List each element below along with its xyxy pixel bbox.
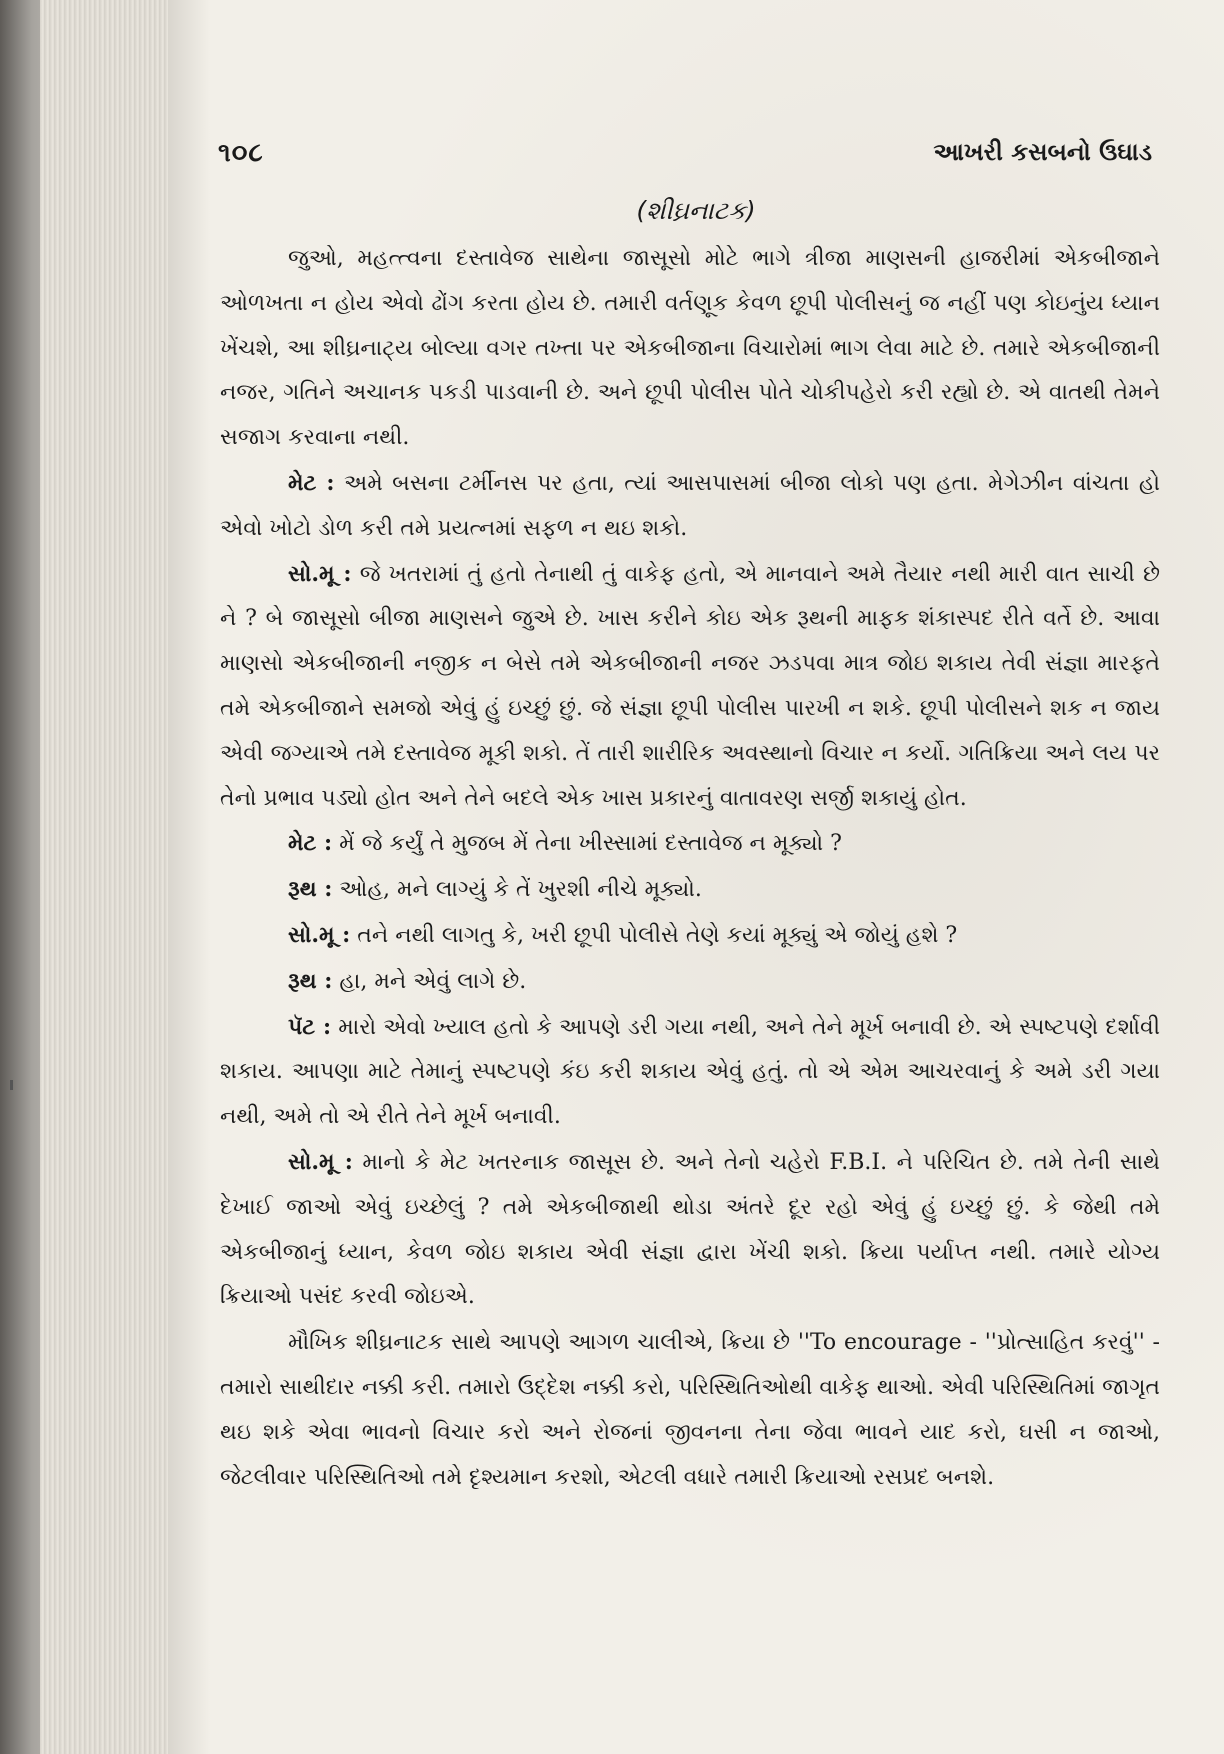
paragraph-text: મેં જે કર્યું તે મુજબ મેં તેના ખીસ્સામાં દસ્તાવેજ ન મૂક્યો ?	[339, 831, 842, 857]
speaker-label: સો.મૂ :	[288, 1148, 353, 1175]
paragraph-text: માનો કે મેટ ખતરનાક જાસૂસ છે. અને તેનો ચહેરો F.B.I. ને પરિચિત છે. તમે તેની સાથે દેખાઈ જાઓ એવું ઇચ્છેલું ? તમે એકબીજાથી થોડા અંતરે દૂર રહો એવું હું ઇચ્છું છું. કે જેથી તમે એકબીજાનું ધ્યાન, કેવળ જોઇ શકાય એવી સંજ્ઞા દ્વારા ખેંચી શકો. ક્રિયા પર્યાપ્ત નથી. તમારે યોગ્ય ક્રિયાઓ પસંદ કરવી જોઇએ.	[220, 1149, 1161, 1310]
paragraph	[220, 821, 1160, 867]
paragraph	[220, 552, 1160, 822]
speaker-label: મેટ :	[288, 469, 335, 496]
paragraph	[220, 913, 1160, 959]
page-number: ૧૦૮	[218, 138, 264, 168]
paragraph	[220, 461, 1160, 552]
speaker-label: પૅટ :	[288, 1013, 332, 1040]
paragraph	[220, 1005, 1160, 1140]
paragraph-text: જે ખતરામાં તું હતો તેનાથી તું વાકેફ હતો, એ માનવાને અમે તૈયાર નથી મારી વાત સાચી છે ને ? બે જાસૂસો બીજા માણસને જુએ છે. ખાસ કરીને કોઇ એક રૂથની માફક શંકાસ્પદ રીતે વર્તે છે. આવા માણસો એકબીજાની નજીક ન બેસે તમે એકબીજાની નજર ઝડપવા માત્ર જોઇ શકાય તેવી સંજ્ઞા મારફતે તમે એકબીજાને સમજો એવું હું ઇચ્છું છું. જે સંજ્ઞા છૂપી પોલીસ પારખી ન શકે. છૂપી પોલીસને શક ન જાય એવી જગ્યાએ તમે દસ્તાવેજ મૂકી શકો. તેં તારી શારીરિક અવસ્થાનો વિચાર ન કર્યો. ગતિક્રિયા અને લય પર તેનો પ્રભાવ પડ્યો હોત અને તેને બદલે એક ખાસ પ્રકારનું વાતાવરણ સર્જી શકાયું હોત.	[220, 561, 1161, 811]
running-title: આખરી કસબનો ઉઘાડ	[933, 138, 1152, 166]
speaker-label: રૂથ :	[288, 876, 333, 903]
speaker-label: સો.મૂ :	[288, 560, 352, 587]
paragraph	[220, 959, 1160, 1005]
speaker-label: રૂથ :	[288, 967, 333, 994]
paragraph-text: મૌખિક શીઘ્રનાટક સાથે આપણે આગળ ચાલીએ, ક્રિયા છે ''To encourage - ''પ્રોત્સાહિત કરવું'' - તમારો સાથીદાર નક્કી કરી. તમારો ઉદ્દેશ નક્કી કરો, પરિસ્થિતિઓથી વાકેફ થાઓ. એવી પરિસ્થિતિમાં જાગૃત થઇ શકે એવા ભાવનો વિચાર કરો અને રોજનાં જીવનના તેના જેવા ભાવને યાદ કરો, ઘસી ન જાઓ, જેટલીવાર પરિસ્થિતિઓ તમે દૃશ્યમાન કરશો, એટલી વધારે તમારી ક્રિયાઓ રસપ્રદ બનશે.	[220, 1330, 1160, 1490]
speaker-label: મેટ :	[288, 830, 333, 857]
paragraph	[220, 1320, 1160, 1500]
speaker-label: સો.મૂ :	[288, 921, 351, 948]
paragraph-text: તને નથી લાગતુ કે, ખરી છૂપી પોલીસે તેણે કયાં મૂક્યું એ જોયું હશે ?	[357, 922, 958, 948]
body-text	[220, 236, 1160, 1500]
section-heading: (શીઘ્રનાટક)	[636, 196, 756, 225]
paragraph-text: મારો એવો ખ્યાલ હતો કે આપણે ડરી ગયા નથી, અને તેને મૂર્ખ બનાવી છે. એ સ્પષ્ટપણે દર્શાવી શકાય. આપણા માટે તેમાનું સ્પષ્ટપણે કંઇ કરી શકાય એવું હતું. તો એ એમ આચરવાનું કે અમે ડરી ગયા નથી, અમે તો એ રીતે તેને મૂર્ખ બનાવી.	[220, 1014, 1160, 1130]
paragraph-text: હા, મને એવું લાગે છે.	[339, 968, 527, 994]
paragraph-text: ઓહ, મને લાગ્યું કે તેં ખુરશી નીચે મૂક્યો.	[339, 877, 702, 903]
paragraph	[220, 1140, 1160, 1320]
paragraph	[220, 236, 1160, 461]
book-page	[168, 0, 1224, 1754]
paragraph-text: અમે બસના ટર્મીનસ પર હતા, ત્યાં આસપાસમાં બીજા લોકો પણ હતા. મેગેઝીન વાંચતા હો એવો ખોટો ડોળ કરી તમે પ્રયત્નમાં સફળ ન થઇ શકો.	[220, 470, 1160, 541]
paragraph	[220, 867, 1160, 913]
running-head	[218, 138, 1152, 178]
paragraph-text: જુઓ, મહત્ત્વના દસ્તાવેજ સાથેના જાસૂસો મોટે ભાગે ત્રીજા માણસની હાજરીમાં એકબીજાને ઓળખતા ન હોય એવો ઢોંગ કરતા હોય છે. તમારી વર્તણૂક કેવળ છૂપી પોલીસનું જ નહીં પણ કોઇનુંય ધ્યાન ખેંચશે, આ શીઘ્રનાટ્ય બોલ્યા વગર તખ્તા પર એકબીજાના વિચારોમાં ભાગ લેવા માટે છે. તમારે એકબીજાની નજર, ગતિને અચાનક પકડી પાડવાની છે. અને છૂપી પોલીસ પોતે ચોકીપહેરો કરી રહ્યો છે. એ વાતથી તેમને સજાગ કરવાના નથી.	[220, 246, 1160, 451]
gutter-mark	[10, 1080, 13, 1090]
